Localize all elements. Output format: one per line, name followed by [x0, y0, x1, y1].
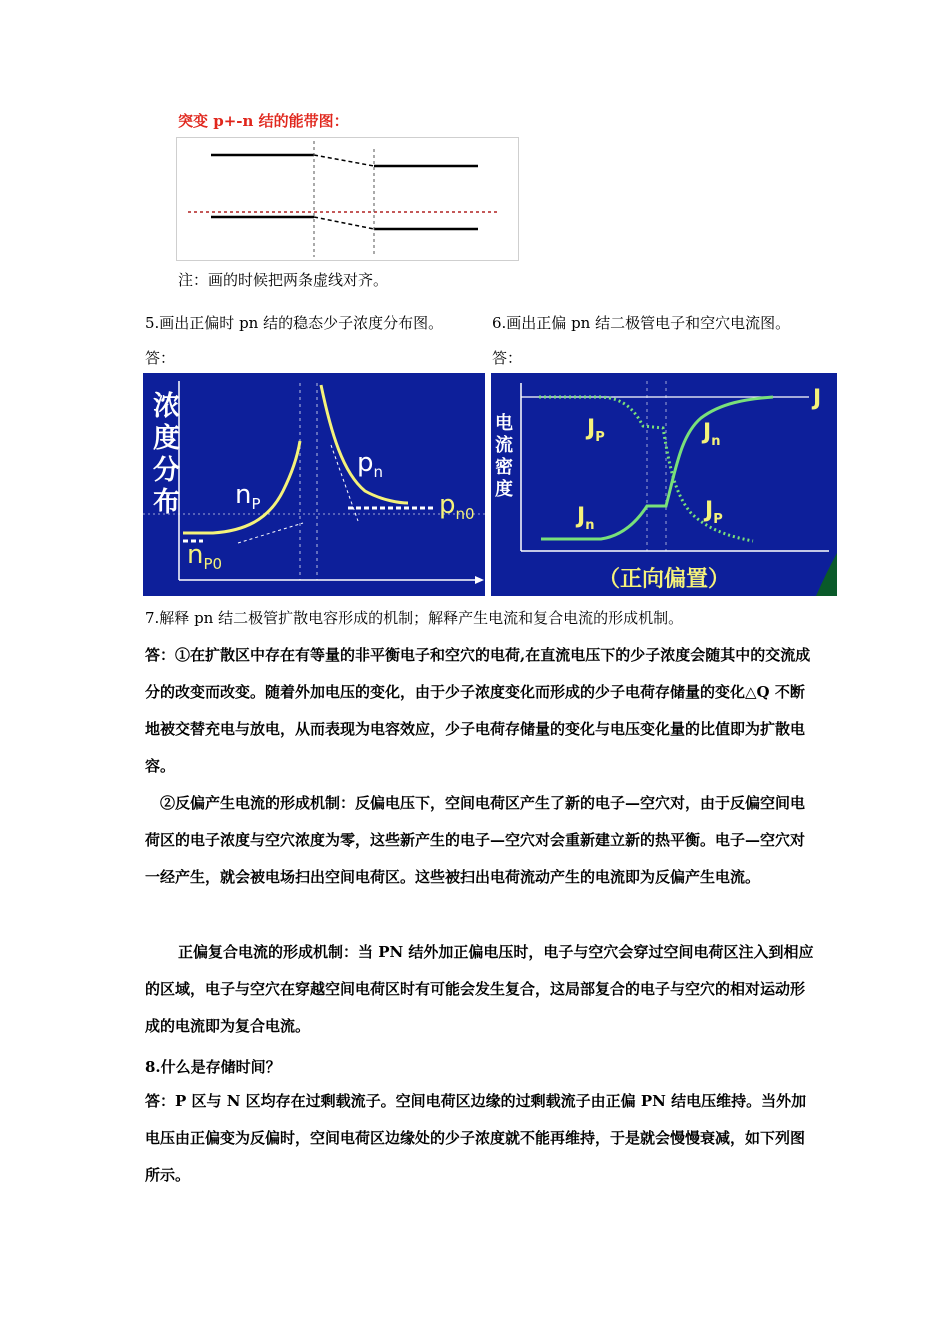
label-total-J: J: [813, 386, 822, 411]
current-density-figure: [491, 373, 837, 596]
q7-answer-paragraph-2: ②反偏产生电流的形成机制：反偏电压下，空间电荷区产生了新的电子—空穴对，由于反偏空间电荷区的电子浓度与空穴浓度为零，这些新产生的电子—空穴对会重新建立新的热平衡。电子—空穴对一经产生，就会被电场扫出空间电荷区。这些被扫出电荷流动产生的电流即为反偏产生电流。: [145, 794, 806, 886]
label-pn0: $p_{n0}$: [439, 490, 475, 523]
label-jn-right: $J_n$: [703, 420, 721, 449]
fig6-ylabel-char: 密: [495, 457, 513, 478]
q7-answer-paragraph-3: 正偏复合电流的形成机制：当 PN 结外加正偏电压时，电子与空穴会穿过空间电荷区注入到相应的区域，电子与空穴在穿越空间电荷区时有可能会发生复合，这局部复合的电子与空穴的相对运动形成的电流即为复合电流。: [145, 943, 814, 1035]
q8-answer: 答：P 区与 N 区均存在过剩载流子。空间电荷区边缘的过剩载流子由正偏 PN 结电压维持。当外加电压由正偏变为反偏时，空间电荷区边缘处的少子浓度就不能再维持，于是就会慢慢衰减，如下列图所示。: [145, 1092, 807, 1184]
q8-question: 8.什么是存储时间？: [145, 1058, 281, 1076]
label-pn: $p_n$: [357, 448, 384, 481]
fig6-ylabel-char: 度: [495, 479, 513, 500]
fig5-ylabel-char: 分: [153, 455, 180, 486]
q7-question: 7.解释 pn 结二极管扩散电容形成的机制；解释产生电流和复合电流的形成机制。: [145, 609, 684, 627]
fig6-ylabel-char: 电: [495, 413, 513, 434]
q5-question: 5.画出正偏时 pn 结的稳态少子浓度分布图。: [145, 314, 444, 332]
fig6-background: [491, 373, 837, 596]
fig5-ylabel-char: 布: [153, 487, 180, 518]
forward-bias-caption: （正向偏置）: [597, 567, 731, 592]
q7-answer-paragraph-1: 答：①在扩散区中存在有等量的非平衡电子和空穴的电荷,在直流电压下的少子浓度会随其中的交流成分的改变而改变。随着外加电压的变化，由于少子浓度变化而形成的少子电荷存储量的变化△Q 不断地被交替充电与放电，从而表现为电容效应，少子电荷存储量的变化与电压变化量的比值即为扩散电容。: [145, 646, 811, 775]
fig6-ylabel-char: 流: [495, 435, 513, 456]
q6-answer-label: 答：: [492, 349, 523, 367]
label-np0: $n_{P0}$: [187, 540, 223, 573]
fig5-ylabel-char: 度: [153, 423, 180, 454]
q5-answer-label: 答：: [145, 349, 176, 367]
band-diagram-note: 注：画的时候把两条虚线对齐。: [178, 271, 389, 289]
label-jp-right: $J_P$: [705, 498, 723, 527]
q6-question: 6.画出正偏 pn 结二极管电子和空穴电流图。: [492, 314, 791, 332]
label-jp-left: $J_P$: [587, 416, 605, 445]
band-diagram-title: 突变 p+-n 结的能带图：: [178, 112, 349, 130]
label-jn-left: $J_n$: [577, 504, 595, 533]
minority-carrier-figure: [143, 373, 485, 596]
label-np: $n_P$: [235, 480, 261, 513]
band-diagram: [176, 137, 520, 261]
fig5-ylabel-char: 浓: [153, 391, 180, 422]
